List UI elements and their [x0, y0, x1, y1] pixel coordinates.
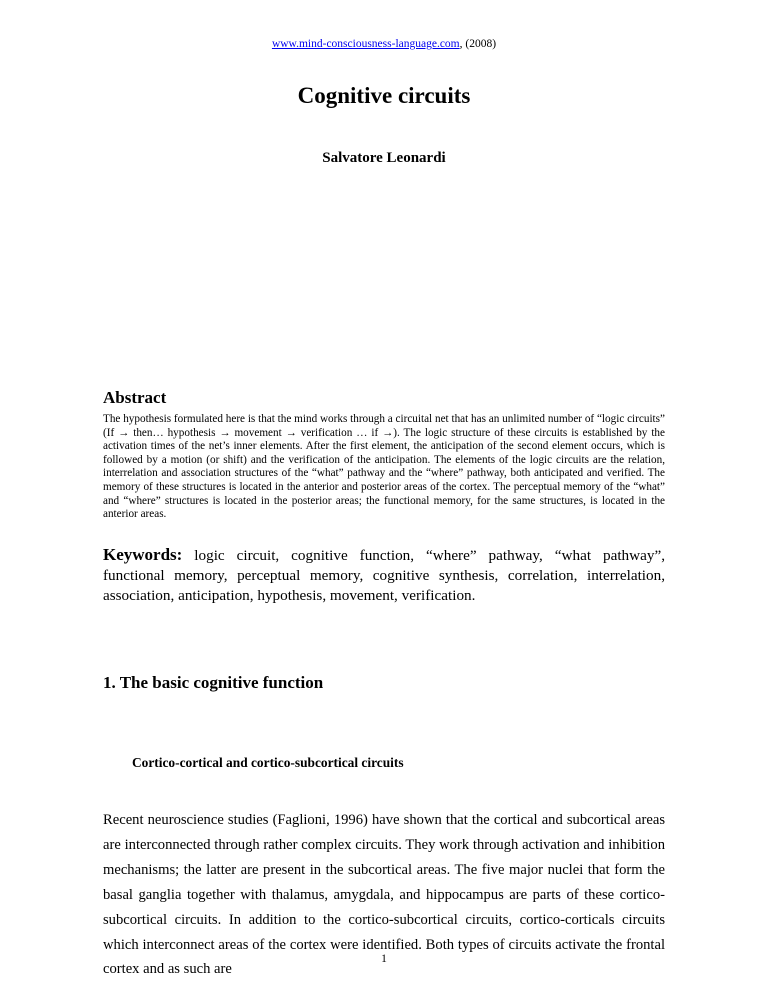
- page-number: 1: [381, 953, 387, 965]
- keywords-paragraph: [103, 545, 665, 606]
- header-year: , (2008): [459, 38, 497, 50]
- page-header: [0, 38, 768, 50]
- subsection-heading: Cortico-cortical and cortico-subcortical circuits: [132, 755, 404, 770]
- keywords-label: Keywords:: [103, 545, 183, 564]
- website-link[interactable]: www.mind-consciousness-language.com: [271, 38, 460, 50]
- section-heading: 1. The basic cognitive function: [103, 673, 324, 692]
- body-paragraph: Recent neuroscience studies (Faglioni, 1996) have shown that the cortical and subcortical areas are interconnected through rather complex circuits. They work through activation and inhibition mechanisms; the latter are present in the subcortical areas. The five major nuclei that form the basal ganglia together with thalamus, amygdala, and hippocampus are parts of these cortico-subcortical circuits. In addition to the cortico-subcortical circuits, cortico-corticals circuits which interconnect areas of the cortex were identified. Both types of circuits activate the frontal cortex and as such are: [103, 812, 665, 978]
- abstract-heading: Abstract: [103, 388, 167, 407]
- paper-title: Cognitive circuits: [297, 83, 471, 108]
- keywords-text: logic circuit, cognitive function, “where” pathway, “what pathway”, functional memory, perceptual memory, cognitive synthesis, correlation, interrelation, association, anticipation, hypothesis, movement, verification.: [103, 547, 665, 604]
- author-name: Salvatore Leonardi: [322, 150, 446, 166]
- abstract-text: The hypothesis formulated here is that the mind works through a circuital net that has an unlimited number of “logic circuits” (If → then… hypothesis → movement → verification … if →). The logic structure of these circuits is established by the activation times of the net’s inner elements. After the first element, the anticipation of the second element occurs, which is followed by a motion (or shift) and the verification of the anticipation. The elements of the logic circuits are the relation, interrelation and association structures of the “what” pathway and the “where” pathway, both anticipated and verified. The memory of these structures is located in the anterior and posterior areas of the cortex. The perceptual memory of the “what” and “where” structures is located in the posterior areas; the functional memory, for the same structures, is located in the anterior areas.: [103, 413, 665, 521]
